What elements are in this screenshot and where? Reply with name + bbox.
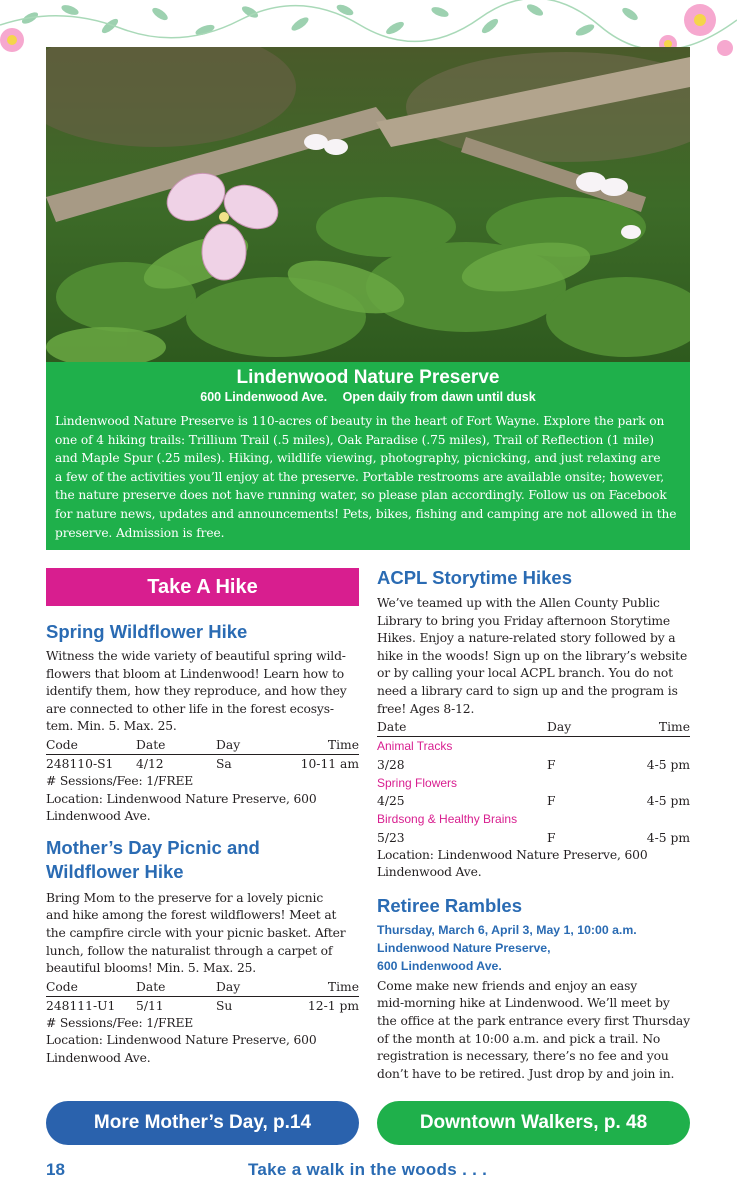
storytime-topic: Birdsong & Healthy Brains	[377, 812, 518, 827]
spring-line: tem. Min. 5. Max. 25.	[46, 719, 177, 734]
mothers-line: Bring Mom to the preserve for a lovely picnic	[46, 890, 324, 905]
row-time: 4-5 pm	[646, 830, 690, 845]
col-code: Code	[46, 737, 78, 752]
preserve-address: 600 Lindenwood Ave.	[200, 390, 328, 404]
col-day: Day	[216, 737, 241, 752]
row-time: 4-5 pm	[646, 757, 690, 772]
table-row	[377, 756, 690, 774]
row-day: F	[547, 757, 556, 772]
spring-sessions: # Sessions/Fee: 1/FREE	[46, 773, 194, 788]
col-date: Date	[136, 979, 166, 994]
preserve-line: one of 4 hiking trails: Trillium Trail (.5 miles), Oak Paradise (.75 miles), Trail of Reflection (1 mile)	[55, 432, 654, 447]
col-date: Date	[136, 737, 166, 752]
mothers-table-header	[46, 978, 359, 997]
row-day: Sa	[216, 756, 232, 771]
take-a-hike-banner: Take A Hike	[46, 568, 359, 606]
spring-location-cont: Lindenwood Ave.	[46, 809, 151, 824]
retiree-line: Come make new friends and enjoy an easy	[377, 978, 638, 993]
right-column	[377, 566, 690, 1083]
storytime-line: hike in the woods! Sign up on the library’s website	[377, 648, 688, 663]
preserve-line: the nature preserve does not have running water, so please plan accordingly. Follow us on Facebook	[55, 488, 667, 503]
page-number: 18	[46, 1160, 65, 1179]
table-row	[377, 829, 690, 847]
spring-line: identify them, how they reproduce, and how they	[46, 684, 347, 699]
row-date: 4/12	[136, 756, 164, 771]
more-mothers-day-button[interactable]: More Mother’s Day, p.14	[46, 1101, 359, 1145]
storytime-title: ACPL Storytime Hikes	[377, 567, 572, 588]
spring-table-header	[46, 736, 359, 755]
col-code: Code	[46, 979, 78, 994]
downtown-walkers-button[interactable]: Downtown Walkers, p. 48	[377, 1101, 690, 1145]
preserve-hours: Open daily from dawn until dusk	[342, 390, 536, 404]
col-time: Time	[327, 979, 359, 994]
storytime-line: or by calling your local ACPL branch. You do not	[377, 666, 673, 681]
footer-tagline: Take a walk in the woods . . .	[248, 1160, 488, 1179]
storytime-topic: Animal Tracks	[377, 739, 453, 754]
storytime-line: need a library card to sign up and the program is	[377, 683, 678, 698]
retiree-line: don’t have to be retired. Just drop by and join in.	[377, 1066, 675, 1081]
col-time: Time	[327, 737, 359, 752]
row-day: Su	[216, 998, 233, 1013]
row-code: 248111-U1	[46, 998, 116, 1013]
mothers-line: the campfire circle with your picnic basket. After	[46, 925, 346, 940]
storytime-line: Hikes. Enjoy a nature-related story followed by a	[377, 631, 676, 646]
spring-line: are connected to other life in the forest ecosys-	[46, 701, 334, 716]
preserve-line: preserve. Admission is free.	[55, 525, 225, 540]
retiree-venue: Lindenwood Nature Preserve,	[377, 940, 551, 955]
retiree-line: the office at the park entrance every first Thursday	[377, 1014, 690, 1029]
spring-description	[46, 648, 359, 736]
preserve-line: and Maple Spur (.25 miles). Hiking, wildlife viewing, photography, picnicking, and just relaxing are	[55, 451, 661, 466]
retiree-description	[377, 978, 690, 1084]
storytime-table-header	[377, 718, 690, 737]
spring-location: Location: Lindenwood Nature Preserve, 600	[46, 791, 317, 806]
storytime-line: free! Ages 8-12.	[377, 701, 475, 716]
preserve-info-box	[46, 362, 690, 550]
row-time: 4-5 pm	[646, 794, 690, 809]
spring-line: Witness the wide variety of beautiful spring wild-	[46, 649, 346, 663]
mothers-title-line2: Wildflower Hike	[46, 860, 184, 882]
row-day: F	[547, 794, 556, 809]
row-time: 10-11 am	[300, 756, 359, 771]
retiree-schedule: Thursday, March 6, April 3, May 1, 10:00 a.m.	[377, 922, 637, 937]
mothers-location-cont: Lindenwood Ave.	[46, 1050, 151, 1065]
storytime-topic: Spring Flowers	[377, 775, 458, 790]
table-row	[46, 997, 359, 1015]
mothers-line: and hike among the forest wildflowers! Meet at	[46, 908, 337, 923]
mothers-day-title	[46, 836, 359, 884]
preserve-title: Lindenwood Nature Preserve	[236, 367, 500, 388]
preserve-subtitle	[46, 390, 690, 408]
preserve-description	[46, 408, 690, 542]
retiree-line: registration is necessary, there’s no fee and you	[377, 1049, 669, 1064]
row-date: 5/11	[136, 998, 164, 1013]
mothers-description	[46, 890, 359, 978]
col-date: Date	[377, 720, 407, 735]
spring-wildflower-title: Spring Wildflower Hike	[46, 621, 248, 642]
row-code: 248110-S1	[46, 756, 114, 771]
storytime-description	[377, 595, 690, 718]
retiree-line: mid-morning hike at Lindenwood. We’ll meet by	[377, 996, 670, 1011]
row-time: 12-1 pm	[307, 998, 359, 1013]
col-time: Time	[658, 720, 690, 735]
preserve-line: a few of the activities you’ll enjoy at the preserve. Portable restrooms are available onsite; however,	[55, 469, 664, 484]
mothers-line: lunch, follow the naturalist through a carpet of	[46, 943, 333, 958]
col-day: Day	[216, 979, 241, 994]
row-date: 4/25	[377, 794, 405, 809]
retiree-address: 600 Lindenwood Ave.	[377, 958, 502, 973]
storytime-location: Location: Lindenwood Nature Preserve, 600	[377, 847, 648, 862]
row-date: 3/28	[377, 757, 405, 772]
retiree-rambles-title: Retiree Rambles	[377, 894, 522, 916]
mothers-title-line1: Mother’s Day Picnic and	[46, 836, 260, 858]
preserve-line: Lindenwood Nature Preserve is 110-acres of beauty in the heart of Fort Wayne. Explore the park on	[55, 414, 665, 428]
storytime-line: Library to bring you Friday afternoon Storytime	[377, 613, 671, 628]
table-row	[46, 755, 359, 773]
row-date: 5/23	[377, 830, 405, 845]
storytime-location-cont: Lindenwood Ave.	[377, 865, 482, 880]
col-day: Day	[547, 720, 572, 735]
mothers-line: beautiful blooms! Min. 5. Max. 25.	[46, 961, 257, 976]
left-column	[46, 568, 359, 1068]
spring-line: flowers that bloom at Lindenwood! Learn how to	[46, 666, 345, 681]
trillium-photo-icon	[46, 47, 690, 362]
storytime-line: We’ve teamed up with the Allen County Public	[377, 596, 660, 610]
preserve-line: for nature news, updates and announcements! Pets, bikes, fishing and camping are not allowed in the	[55, 506, 677, 521]
table-row	[377, 792, 690, 810]
mothers-location: Location: Lindenwood Nature Preserve, 600	[46, 1033, 317, 1048]
row-day: F	[547, 830, 556, 845]
mothers-sessions: # Sessions/Fee: 1/FREE	[46, 1015, 194, 1030]
retiree-line: of the month at 10:00 a.m. and pick a trail. No	[377, 1031, 661, 1046]
